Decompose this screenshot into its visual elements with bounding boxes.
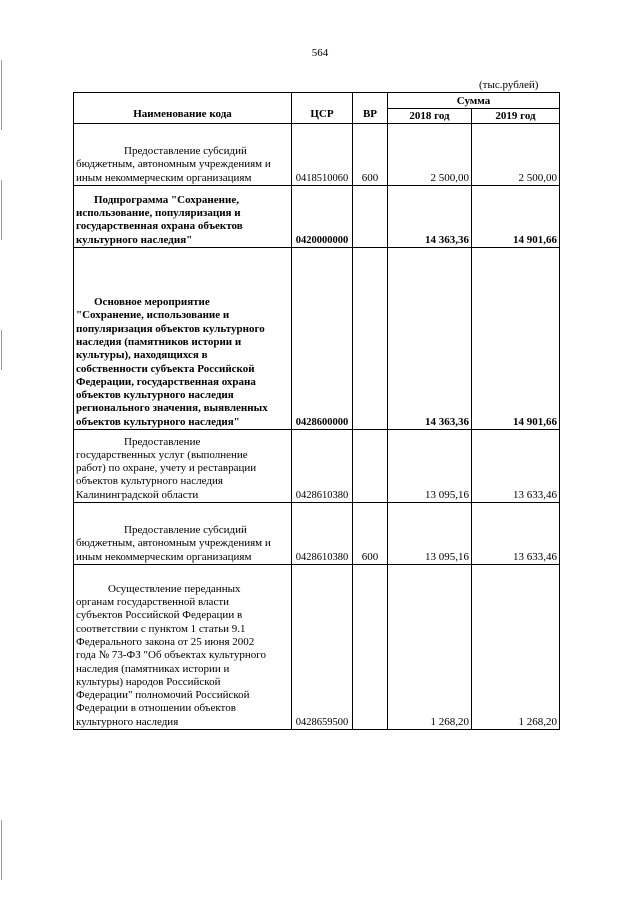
row-2018: 2 500,00 [388,124,472,186]
row-csr: 0428600000 [292,248,353,430]
row-line: наследия (памятников истории и [76,335,242,348]
row-2019: 1 268,20 [472,565,560,730]
row-line: субъектов Российской Федерации в [76,609,243,622]
row-vr [353,430,388,503]
table-row [74,186,560,248]
row-line: объектов культурного наследия" [76,415,240,428]
row-line: Предоставление субсидий [124,145,247,158]
row-line: культуры) народов Российской [76,675,221,688]
row-line: Федерации, государственная охрана [76,375,256,388]
row-vr: 600 [353,124,388,186]
units-label: (тыс.рублей) [479,79,539,91]
row-line: соответствии с пунктом 1 статьи 9.1 [76,622,246,635]
row-line: Федерального закона от 25 июня 2002 [76,635,255,648]
row-line: Федерации в отношении объектов [76,702,236,715]
row-line: культуры), находящихся в [76,349,208,362]
header-2018: 2018 год [388,109,472,124]
row-2018: 14 363,36 [388,248,472,430]
row-line: Предоставление [124,435,201,448]
row-line: культурного наследия [76,715,179,728]
row-2018: 14 363,36 [388,186,472,248]
row-2019: 14 901,66 [472,186,560,248]
row-vr [353,248,388,430]
table-row [74,503,560,565]
row-2019: 14 901,66 [472,248,560,430]
row-line: регионального значения, выявленных [76,402,268,415]
row-vr [353,565,388,730]
row-line: органам государственной власти [76,596,230,609]
scan-margin-marks [0,0,4,905]
row-line: объектов культурного наследия [76,389,234,402]
row-line: популяризация объектов культурного [76,322,265,335]
row-line: собственности субъекта Российской [76,362,255,375]
table-row [74,565,560,730]
row-line: иным некоммерческим организациям [76,171,252,184]
row-line: наследия (памятниках истории и [76,662,230,675]
row-csr: 0420000000 [292,186,353,248]
header-csr: ЦСР [292,93,353,124]
header-name: Наименование кода [74,93,292,124]
row-line: Основное мероприятие [94,296,210,309]
row-csr: 0428659500 [292,565,353,730]
row-csr: 0418510060 [292,124,353,186]
row-line: Федерации" полномочий Российской [76,689,250,702]
row-line: бюджетным, автономным учреждениям и [76,537,271,550]
table-row [74,430,560,503]
row-2019: 13 633,46 [472,430,560,503]
row-vr [353,186,388,248]
row-csr: 0428610380 [292,503,353,565]
row-2018: 13 095,16 [388,503,472,565]
header-vr: ВР [353,93,388,124]
row-2019: 2 500,00 [472,124,560,186]
row-line: бюджетным, автономным учреждениям и [76,158,271,171]
page-number: 564 [311,47,329,59]
row-name [74,430,292,503]
header-2019: 2019 год [472,109,560,124]
row-line: года № 73-ФЗ "Об объектах культурного [76,649,267,662]
row-line: Предоставление субсидий [124,524,247,537]
table-row [74,124,560,186]
row-2018: 13 095,16 [388,430,472,503]
table-row [74,248,560,430]
row-line: Осуществление переданных [108,582,241,595]
row-line: государственных услуг (выполнение [76,448,248,461]
row-line: "Сохранение, использование и [76,309,230,322]
row-2019: 13 633,46 [472,503,560,565]
row-name [74,565,292,730]
row-2018: 1 268,20 [388,565,472,730]
row-vr: 600 [353,503,388,565]
row-line: государственная охрана объектов [76,220,243,233]
row-line: Калининградской области [76,488,199,501]
budget-table [73,92,560,730]
row-name [74,124,292,186]
row-name [74,503,292,565]
row-csr: 0428610380 [292,430,353,503]
row-line: работ) по охране, учету и реставрации [76,462,257,475]
row-line: культурного наследия" [76,233,193,246]
row-line: иным некоммерческим организациям [76,550,252,563]
row-name [74,248,292,430]
row-line: объектов культурного наследия [76,475,223,488]
row-line: Подпрограмма "Сохранение, [94,193,239,206]
row-line: использование, популяризация и [76,207,241,220]
row-name [74,186,292,248]
header-sum: Сумма [388,93,560,109]
